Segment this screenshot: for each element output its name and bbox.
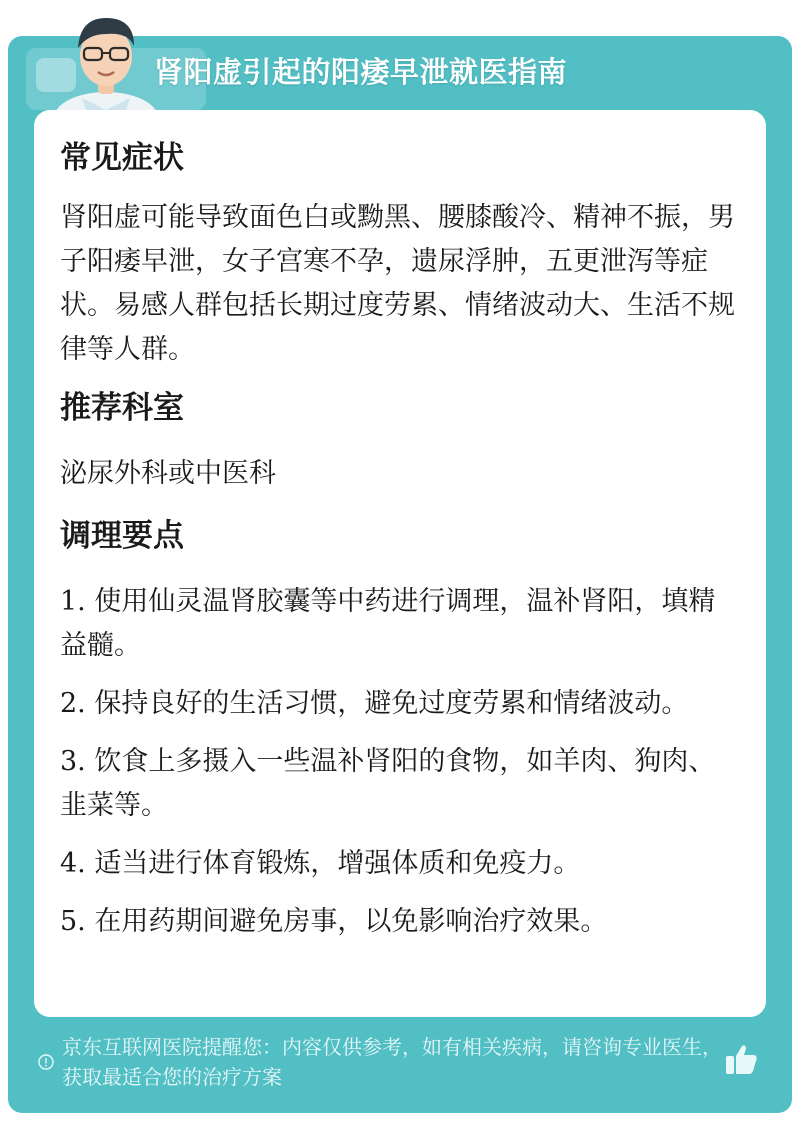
care-item-text: 适当进行体育锻炼，增强体质和免疫力。: [94, 848, 581, 879]
symptoms-title: 常见症状: [60, 140, 184, 176]
content-card: [34, 110, 766, 1017]
care-item-text: 保持良好的生活习惯，避免过度劳累和情绪波动。: [94, 688, 689, 719]
department-title: 推荐科室: [60, 390, 184, 426]
care-item-number: 3.: [60, 746, 86, 777]
care-item: [60, 900, 740, 944]
footer-notice: 京东互联网医院提醒您：内容仅供参考，如有相关疾病，请咨询专业医生，获取最适合您的治疗方案: [62, 1035, 722, 1089]
care-item: [60, 740, 740, 828]
symptoms-text: 肾阳虚可能导致面色白或黝黑、腰膝酸冷、精神不振，男子阳痿早泄，女子宫寒不孕，遗尿浮肿，五更泄泻等症状。易感人群包括长期过度劳累、情绪波动大、生活不规律等人群。: [60, 202, 735, 365]
care-item-text: 在用药期间避免房事，以免影响治疗效果。: [94, 906, 608, 937]
care-item-number: 1.: [60, 586, 86, 617]
care-item-text: 使用仙灵温肾胶囊等中药进行调理，温补肾阳，填精益髓。: [60, 586, 716, 661]
care-item-number: 5.: [60, 906, 86, 937]
doctor-avatar-icon: [44, 6, 164, 116]
care-item-text: 饮食上多摄入一些温补肾阳的食物，如羊肉、狗肉、韭菜等。: [60, 746, 716, 821]
info-icon: [38, 1054, 54, 1070]
thumbs-up-icon[interactable]: [722, 1040, 760, 1078]
care-item-number: 4.: [60, 848, 86, 879]
care-item-number: 2.: [60, 688, 86, 719]
care-title: 调理要点: [60, 518, 184, 554]
care-item: [60, 580, 740, 668]
department-text: 泌尿外科或中医科: [60, 458, 276, 489]
care-item: [60, 842, 740, 886]
content-body: [60, 110, 740, 944]
page-title: 肾阳虚引起的阳痿早泄就医指南: [154, 55, 568, 89]
care-item: [60, 682, 740, 726]
